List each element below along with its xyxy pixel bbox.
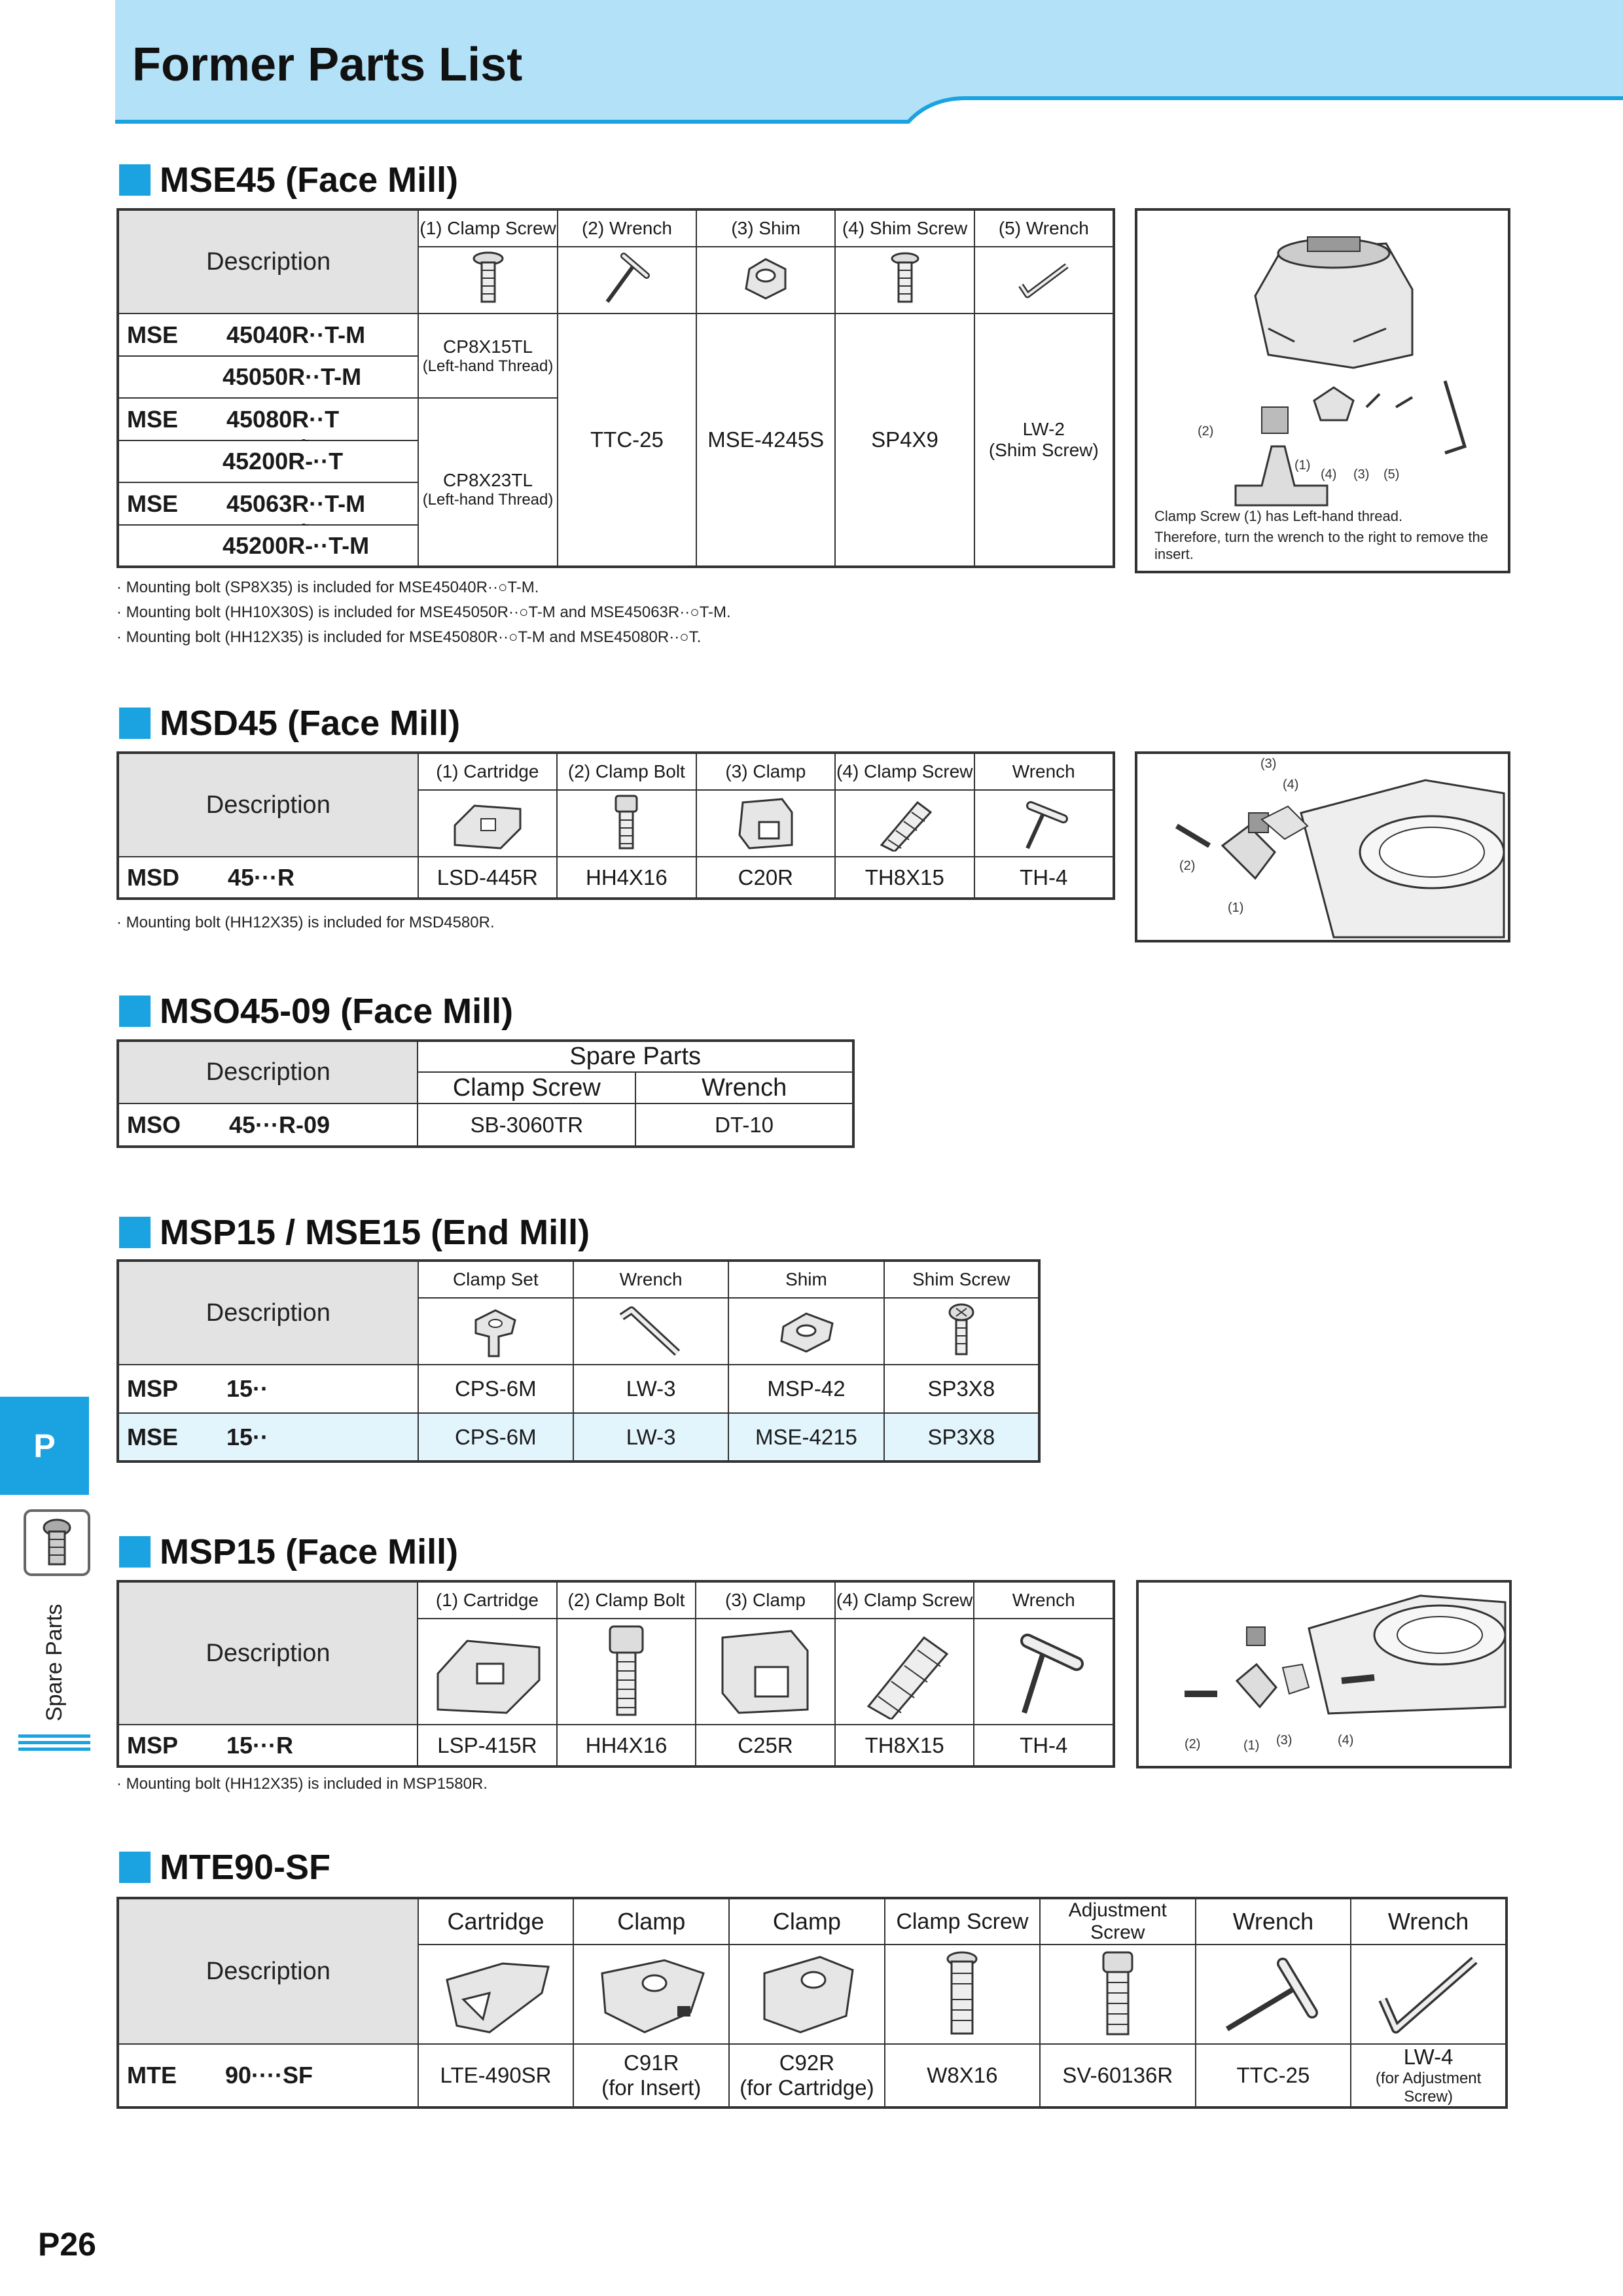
l-wrench-icon (1351, 1945, 1507, 2044)
clamp-value: C25R (696, 1725, 835, 1767)
cartridge-icon (418, 1619, 557, 1725)
col-adjustment-screw: Adjustment Screw (1040, 1898, 1196, 1945)
msd45-exploded-figure: (3) (4) (2) (1) (1135, 751, 1510, 942)
mse45-parts-table (116, 208, 1115, 568)
clamp-screw-value-b: CP8X23TL (Left-hand Thread) (418, 398, 558, 567)
table-row: MSE 15·· (118, 1413, 418, 1462)
section-heading-msp15-face-mill: MSP15 (Face Mill) (119, 1532, 458, 1572)
table-row: MSP 15···R (118, 1725, 418, 1767)
col-clamp-2: Clamp (729, 1898, 885, 1945)
col-cartridge: (1) Cartridge (418, 753, 558, 790)
col-wrench: (2) Wrench (558, 209, 696, 247)
table-row: MSE 45063R··T-M (118, 482, 418, 525)
t-wrench-icon (1196, 1945, 1351, 2044)
shim-icon (696, 247, 835, 314)
wrench-value: TH-4 (974, 857, 1114, 899)
table-row: MSO 45···R-09 (118, 1103, 418, 1147)
section-heading-msp15-end-mill: MSP15 / MSE15 (End Mill) (119, 1212, 590, 1253)
figure-note-line-1: Clamp Screw (1) has Left-hand thread. (1154, 508, 1403, 524)
table-row: ~ 45200R-··T-M (118, 525, 418, 567)
clamp-set-icon (418, 1298, 573, 1365)
description-header: Description (118, 1581, 418, 1725)
col-cartridge: (1) Cartridge (418, 1581, 557, 1619)
clamp-bolt-value: HH4X16 (557, 857, 696, 899)
section-heading-mso45: MSO45-09 (Face Mill) (119, 991, 513, 1031)
mse45-note-1: · Mounting bolt (SP8X35) is included for MSE45040R··○T-M. (116, 579, 539, 596)
shim-value: MSE-4215 (728, 1413, 883, 1462)
svg-text:Spare Parts: Spare Parts (42, 1604, 67, 1721)
col-clamp-screw: (4) Clamp Screw (835, 1581, 974, 1619)
clamp-bolt-icon (557, 790, 696, 857)
clamp-screw-icon (835, 790, 974, 857)
wrench-2-value: LW-4 (for Adjustment Screw) (1351, 2044, 1507, 2108)
section-tab-p[interactable]: P (0, 1397, 89, 1495)
clamp-value: C20R (696, 857, 835, 899)
clamp-icon (696, 790, 835, 857)
col-clamp-bolt: (2) Clamp Bolt (557, 1581, 696, 1619)
clamp-set-value: CPS-6M (418, 1413, 573, 1462)
table-row: MSP 15·· (118, 1365, 418, 1413)
col-wrench: Wrench (635, 1072, 853, 1103)
col-clamp: Clamp (573, 1898, 729, 1945)
msp15-face-mill-note: · Mounting bolt (HH12X35) is included in MSP1580R. (116, 1775, 488, 1793)
section-heading-mse45: MSE45 (Face Mill) (119, 160, 458, 200)
clamp-2-icon (729, 1945, 885, 2044)
shim-screw-value: SP3X8 (884, 1413, 1039, 1462)
clamp-screw-value-a: CP8X15TL (Left-hand Thread) (418, 314, 558, 398)
adjustment-screw-value: SV-60136R (1040, 2044, 1196, 2108)
cartridge-value: LSP-415R (418, 1725, 557, 1767)
section-heading-msd45: MSD45 (Face Mill) (119, 703, 460, 744)
cartridge-value: LTE-490SR (418, 2044, 574, 2108)
screw-icon (24, 1509, 90, 1576)
cartridge-value: LSD-445R (418, 857, 558, 899)
table-row: MSE 45040R··T-M (118, 314, 418, 356)
col-clamp-screw: (1) Clamp Screw (418, 209, 558, 247)
col-wrench: Wrench (974, 1581, 1114, 1619)
wrench-value: TTC-25 (558, 314, 696, 567)
table-row: MTE 90····SF (118, 2044, 418, 2108)
msp15-exploded-figure: (2) (1) (3) (4) (1136, 1580, 1512, 1768)
clamp-set-value: CPS-6M (418, 1365, 573, 1413)
clamp-icon (696, 1619, 835, 1725)
msp15-end-mill-parts-table (116, 1259, 1041, 1463)
cartridge-icon (418, 1945, 574, 2044)
shim-value: MSE-4245S (696, 314, 835, 567)
col-shim-screw: Shim Screw (884, 1261, 1039, 1298)
wrench-value: LW-3 (573, 1365, 728, 1413)
adjustment-screw-icon (1040, 1945, 1196, 2044)
col-clamp-screw: Clamp Screw (418, 1072, 635, 1103)
l-wrench-icon (974, 247, 1114, 314)
col-shim: (3) Shim (696, 209, 835, 247)
side-section-label (12, 1597, 97, 1728)
description-header: Description (118, 209, 418, 314)
col-clamp-screw: (4) Clamp Screw (835, 753, 974, 790)
col-clamp: (3) Clamp (696, 1581, 835, 1619)
shim-screw-icon (884, 1298, 1039, 1365)
t-wrench-icon (974, 790, 1114, 857)
cartridge-icon (418, 790, 558, 857)
clamp-screw-icon (835, 1619, 974, 1725)
col-shim-screw: (4) Shim Screw (835, 209, 974, 247)
msp15-face-mill-parts-table (116, 1580, 1115, 1768)
description-header: Description (118, 753, 418, 857)
clamp-screw-icon (418, 247, 558, 314)
l-wrench-icon (573, 1298, 728, 1365)
clamp-value: C91R (for Insert) (573, 2044, 729, 2108)
mte90-parts-table (116, 1897, 1508, 2109)
description-header: Description (118, 1041, 418, 1103)
shim-screw-icon (835, 247, 974, 314)
clamp-2-value: C92R (for Cartridge) (729, 2044, 885, 2108)
col-clamp-bolt: (2) Clamp Bolt (557, 753, 696, 790)
clamp-screw-value: SB-3060TR (418, 1103, 635, 1147)
col-cartridge: Cartridge (418, 1898, 574, 1945)
msd45-parts-table (116, 751, 1115, 900)
clamp-bolt-value: HH4X16 (557, 1725, 696, 1767)
col-wrench: Wrench (974, 753, 1114, 790)
clamp-bolt-icon (557, 1619, 696, 1725)
t-wrench-icon (974, 1619, 1114, 1725)
figure-note-line-2: Therefore, turn the wrench to the right to remove the insert. (1154, 529, 1488, 562)
wrench-value: DT-10 (635, 1103, 853, 1147)
spare-parts-group-header: Spare Parts (418, 1041, 853, 1072)
shim-screw-value: SP3X8 (884, 1365, 1039, 1413)
wrench-value: TTC-25 (1196, 2044, 1351, 2108)
wrench-value: LW-3 (573, 1413, 728, 1462)
mso45-parts-table (116, 1039, 855, 1148)
col-clamp-set: Clamp Set (418, 1261, 573, 1298)
clamp-screw-value: TH8X15 (835, 1725, 974, 1767)
col-wrench-2: Wrench (1351, 1898, 1507, 1945)
col-wrench-5: (5) Wrench (974, 209, 1114, 247)
section-heading-mte90: MTE90-SF (119, 1847, 330, 1888)
col-clamp-screw: Clamp Screw (885, 1898, 1040, 1945)
clamp-icon (573, 1945, 729, 2044)
side-stripes (18, 1734, 90, 1761)
col-clamp: (3) Clamp (696, 753, 835, 790)
table-row: MSD 45···R (118, 857, 418, 899)
col-wrench: Wrench (1196, 1898, 1351, 1945)
description-header: Description (118, 1261, 418, 1365)
col-shim: Shim (728, 1261, 883, 1298)
page-title: Former Parts List (132, 39, 523, 91)
description-header: Description (118, 1898, 418, 2044)
clamp-screw-value: TH8X15 (835, 857, 974, 899)
table-row: MSE 45080R··T (118, 398, 418, 440)
col-wrench: Wrench (573, 1261, 728, 1298)
wrench5-value: LW-2 (Shim Screw) (974, 314, 1114, 567)
msd45-note: · Mounting bolt (HH12X35) is included for MSD4580R. (116, 914, 495, 931)
wrench-value: TH-4 (974, 1725, 1114, 1767)
table-row: 45050R··T-M (118, 356, 418, 398)
t-wrench-icon (558, 247, 696, 314)
clamp-screw-icon (885, 1945, 1040, 2044)
shim-icon (728, 1298, 883, 1365)
clamp-screw-value: W8X16 (885, 2044, 1040, 2108)
page-number: P26 (38, 2226, 96, 2263)
table-row: ~ 45200R-··T (118, 440, 418, 482)
mse45-note-2: · Mounting bolt (HH10X30S) is included for MSE45050R··○T-M and MSE45063R··○T-M. (116, 603, 731, 621)
shim-value: MSP-42 (728, 1365, 883, 1413)
shim-screw-value: SP4X9 (835, 314, 974, 567)
mse45-exploded-figure: (2) (1) (4) (3) (5) Clamp Screw (1) has Left-hand thread. Therefore, turn the wrench to the right to remove the insert. (1135, 208, 1510, 573)
mse45-note-3: · Mounting bolt (HH12X35) is included for MSE45080R··○T-M and MSE45080R··○T. (116, 628, 702, 646)
